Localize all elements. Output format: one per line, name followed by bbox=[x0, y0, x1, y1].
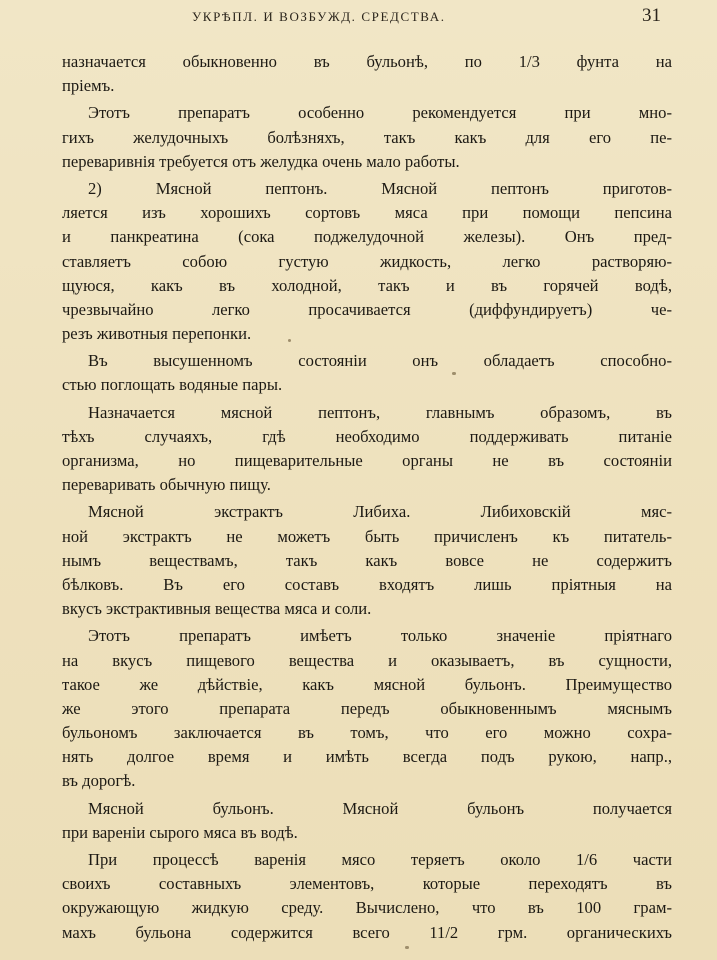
text-line: такое же дѣйствіе, какъ мясной бульонъ. Преимущество bbox=[62, 674, 672, 694]
text-line: нымъ веществамъ, такъ какъ вовсе не содержитъ bbox=[62, 550, 672, 570]
text-line: Мясной экстрактъ Либиха. Либиховскій мяс- bbox=[88, 502, 672, 522]
text-line: стью поглощать водяные пары. bbox=[62, 375, 283, 395]
text-line: ной экстрактъ не можетъ быть причисленъ къ питатель- bbox=[62, 526, 672, 546]
text-line: 2) Мясной пептонъ. Мясной пептонъ приготов- bbox=[88, 178, 672, 198]
running-head: УКРѢПЛ. И ВОЗБУЖД. СРЕДСТВА. bbox=[192, 9, 446, 24]
paper-speck bbox=[405, 946, 409, 949]
text-line: Въ высушенномъ состояніи онъ обладаетъ способно- bbox=[88, 351, 672, 371]
text-line: резъ животныя перепонки. bbox=[62, 324, 252, 344]
text-line: тѣхъ случаяхъ, гдѣ необходимо поддерживать питаніе bbox=[62, 426, 672, 446]
text-line: Этотъ препаратъ особенно рекомендуется при мно- bbox=[88, 103, 672, 123]
text-line: бульономъ заключается въ томъ, что его можно сохра- bbox=[62, 723, 672, 743]
text-line: переваривнія требуется отъ желудка очень мало работы. bbox=[62, 151, 460, 171]
body-text bbox=[62, 50, 672, 945]
text-line: ставляетъ собою густую жидкость, легко растворяю- bbox=[62, 251, 672, 271]
text-line: при вареніи сырого мяса въ водѣ. bbox=[62, 822, 298, 842]
text-line: нять долгое время и имѣть всегда подъ рукою, напр., bbox=[62, 747, 672, 767]
paper-speck bbox=[288, 339, 291, 342]
page-number: 31 bbox=[642, 5, 661, 26]
text-line: ляется изъ хорошихъ сортовъ мяса при помощи пепсина bbox=[62, 203, 672, 223]
text-line: пріемъ. bbox=[62, 76, 115, 96]
paper-speck bbox=[452, 372, 456, 375]
text-line: организма, но пищеварительные органы не въ состояніи bbox=[62, 451, 672, 470]
text-line: же этого препарата передъ обыкновеннымъ мяснымъ bbox=[62, 698, 672, 718]
text-line: въ дорогѣ. bbox=[62, 771, 136, 791]
text-line: Этотъ препаратъ имѣетъ только значеніе пріятнаго bbox=[88, 626, 672, 646]
text-line: При процессѣ варенія мясо теряетъ около 1/6 части bbox=[88, 850, 672, 869]
text-line: вкусъ экстрактивныя вещества мяса и соли. bbox=[62, 599, 372, 619]
text-line: чрезвычайно легко просачивается (диффундируетъ) че- bbox=[62, 299, 672, 319]
text-line: Мясной бульонъ. Мясной бульонъ получается bbox=[88, 798, 672, 818]
page-header bbox=[0, 5, 717, 29]
text-line: назначается обыкновенно въ бульонѣ, по 1/3 фунта на bbox=[62, 52, 672, 71]
text-line: махъ бульона содержится всего 11/2 грм. органическихъ bbox=[62, 922, 672, 942]
text-line: и панкреатина (сока поджелудочной железы). Онъ пред- bbox=[62, 227, 672, 247]
text-line: щуюся, какъ въ холодной, такъ и въ горячей водѣ, bbox=[62, 275, 672, 295]
text-line: своихъ составныхъ элементовъ, которые переходятъ въ bbox=[62, 874, 672, 894]
text-line: Назначается мясной пептонъ, главнымъ образомъ, въ bbox=[88, 402, 672, 422]
text-line: на вкусъ пищевого вещества и оказываетъ, въ сущности, bbox=[62, 650, 672, 670]
text-line: бѣлковъ. Въ его составъ входятъ лишь пріятныя на bbox=[62, 574, 672, 594]
text-line: окружающую жидкую среду. Вычислено, что въ 100 грам- bbox=[62, 898, 672, 918]
text-line: гихъ желудочныхъ болѣзняхъ, такъ какъ для его пе- bbox=[62, 127, 672, 147]
text-line: переваривать обычную пищу. bbox=[62, 475, 271, 495]
